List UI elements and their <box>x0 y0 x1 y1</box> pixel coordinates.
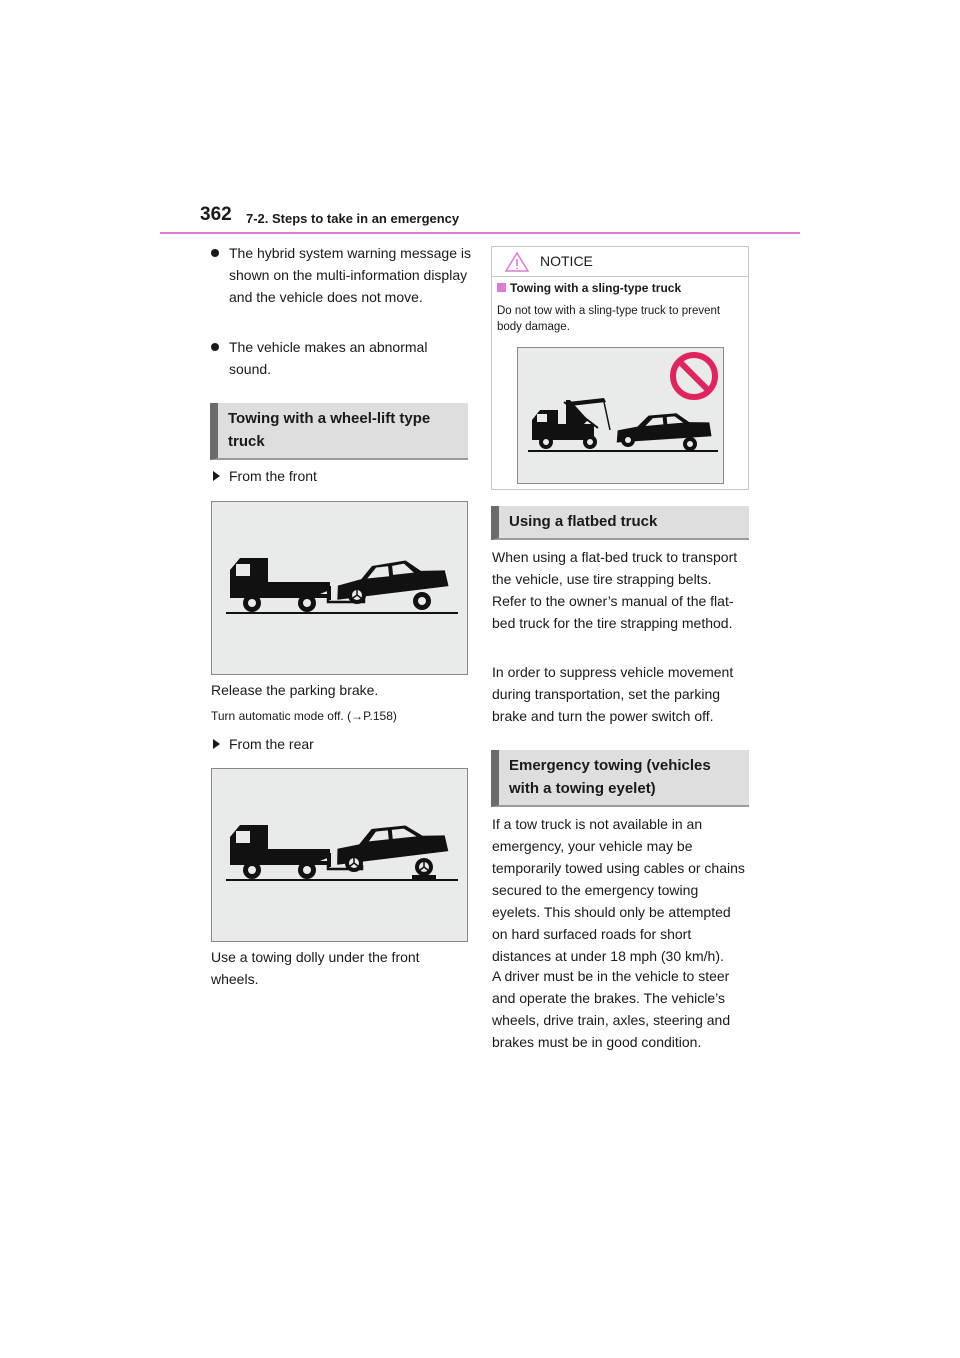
flatbed-paragraph-1: When using a flat-bed truck to transport the vehicle, use tire strapping belts. Refer to the owner’s manual of the flat-bed truck for the tire strapping method. <box>492 549 738 631</box>
from-rear-label <box>211 733 314 755</box>
section-title: 7-2. Steps to take in an emergency <box>246 211 460 226</box>
heading-emergency-towing: Emergency towing (vehicles with a towing eyelet) <box>491 750 749 807</box>
arrow-icon <box>213 739 220 749</box>
figure-tow-rear <box>211 768 468 942</box>
towing-dolly-text: Use a towing dolly under the front wheels. <box>211 949 420 987</box>
release-brake-text: Release the parking brake. <box>211 682 379 698</box>
bullet-item <box>211 336 471 380</box>
warning-icon <box>505 252 529 272</box>
bullet-item <box>211 242 471 308</box>
heading-wheel-lift: Towing with a wheel-lift type truck <box>210 403 468 460</box>
notice-header <box>492 247 748 277</box>
bullet-text: The vehicle makes an abnormal sound. <box>229 339 428 377</box>
heading-flatbed: Using a flatbed truck <box>491 506 749 540</box>
auto-mode-text: Turn automatic mode off. (→P.158) <box>211 709 397 723</box>
notice-subtitle-text: Towing with a sling-type truck <box>510 281 682 295</box>
from-rear-text: From the rear <box>229 736 314 752</box>
bullet-text: The hybrid system warning message is shown on the multi-information display and the vehicle does not move. <box>229 245 471 305</box>
notice-subtitle <box>497 281 681 295</box>
notice-box <box>491 246 749 490</box>
square-bullet-icon <box>497 283 506 292</box>
notice-title: NOTICE <box>540 253 593 269</box>
emergency-paragraph-2: A driver must be in the vehicle to steer and operate the brakes. The vehicle’s wheels, drive train, axles, steering and brakes must be in good condition. <box>492 968 731 1050</box>
from-front-label <box>211 465 317 487</box>
figure-sling-truck <box>517 347 724 484</box>
figure-tow-front <box>211 501 468 675</box>
header-rule <box>160 232 800 234</box>
emergency-paragraph-1: If a tow truck is not available in an emergency, your vehicle may be temporarily towed using cables or chains secured to the emergency towing eyelets. This should only be attempted on hard surfaced roads for short distances at under 18 mph (30 km/h). <box>492 816 745 964</box>
bullet-icon <box>211 343 219 351</box>
notice-text: Do not tow with a sling-type truck to prevent body damage. <box>497 305 721 333</box>
arrow-icon <box>213 471 220 481</box>
from-front-text: From the front <box>229 468 317 484</box>
bullet-icon <box>211 249 219 257</box>
flatbed-paragraph-2: In order to suppress vehicle movement during transportation, set the parking brake and turn the power switch off. <box>492 664 734 724</box>
page-number: 362 <box>200 204 232 225</box>
